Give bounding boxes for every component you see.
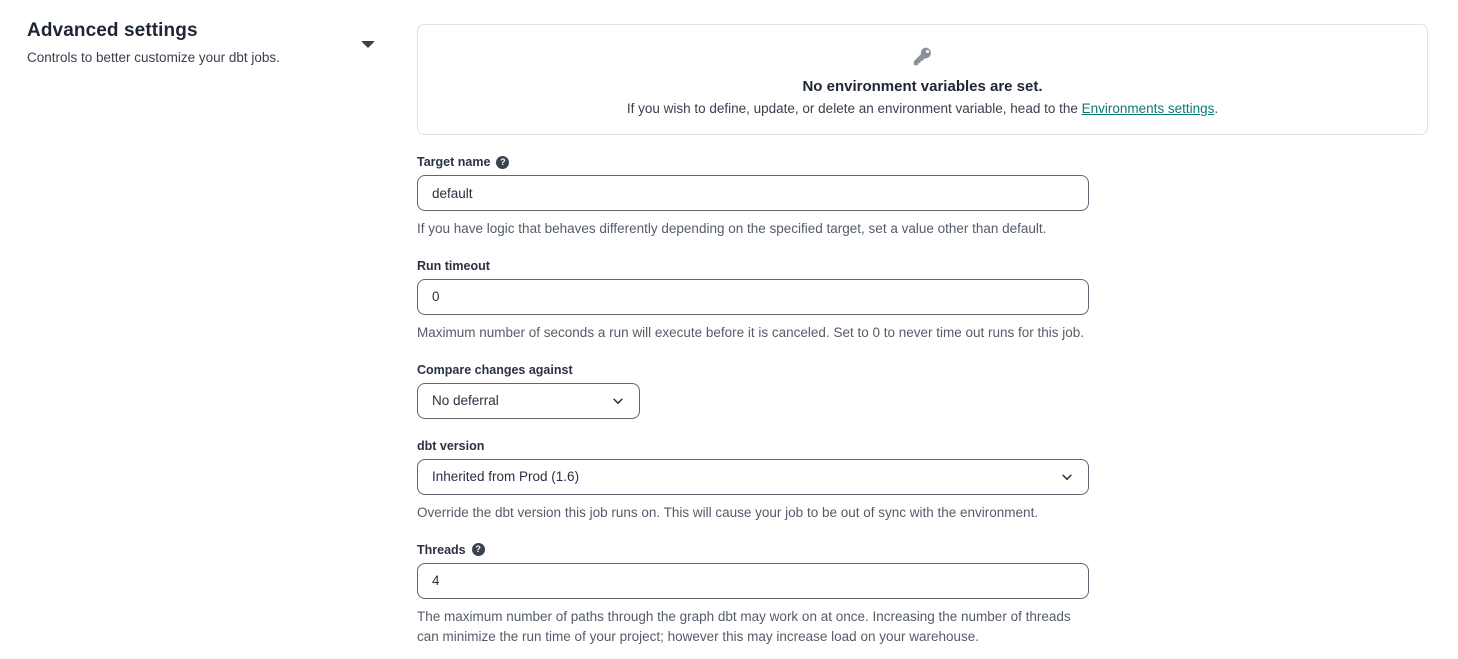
env-message-suffix: . [1214,101,1219,116]
threads-input[interactable] [417,563,1089,599]
dbt-version-label: dbt version [417,438,485,453]
dbt-version-field [417,439,1089,523]
target-name-field [417,155,1089,239]
dbt-version-helper: Override the dbt version this job runs on. This will cause your job to be out of sync with the environment. [417,504,1039,520]
dbt-version-selected-value: Inherited from Prod (1.6) [432,469,580,485]
dbt-version-select[interactable] [417,459,1089,495]
target-name-helper: If you have logic that behaves differently depending on the specified target, set a value other than default. [417,221,1047,236]
compare-changes-label: Compare changes against [417,362,573,377]
run-timeout-helper: Maximum number of seconds a run will execute before it is canceled. Set to 0 to never time out runs for this job. [417,324,1085,340]
section-header [0,0,350,659]
env-empty-title: No environment variables are set. [802,78,1043,95]
caret-down-icon[interactable] [361,41,375,48]
threads-field [417,543,1089,647]
run-timeout-field [417,259,1089,343]
env-empty-message [438,101,1407,116]
key-icon [912,46,933,67]
env-variables-panel [417,24,1428,135]
run-timeout-input[interactable] [417,279,1089,315]
target-name-input[interactable] [417,175,1089,211]
threads-helper: The maximum number of paths through the graph dbt may work on at once. Increasing the number of threads can minimize the run time of your project; however this may increase load on your warehouse. [417,608,1071,644]
compare-changes-selected-value: No deferral [432,393,499,409]
target-name-label: Target name [417,155,491,169]
environments-settings-link[interactable]: Environments settings [1081,101,1215,116]
compare-changes-field [417,363,1089,419]
chevron-down-icon [611,394,625,408]
page-title: Advanced settings [27,20,198,41]
env-message-prefix: If you wish to define, update, or delete an environment variable, head to the [626,101,1082,116]
compare-changes-select[interactable] [417,383,640,419]
help-icon[interactable]: ? [496,156,509,169]
run-timeout-label: Run timeout [417,258,490,273]
threads-label: Threads [417,542,466,557]
help-icon[interactable]: ? [472,543,485,556]
chevron-down-icon [1060,470,1074,484]
settings-content [417,0,1458,659]
page-subtitle: Controls to better customize your dbt jobs. [27,50,280,65]
